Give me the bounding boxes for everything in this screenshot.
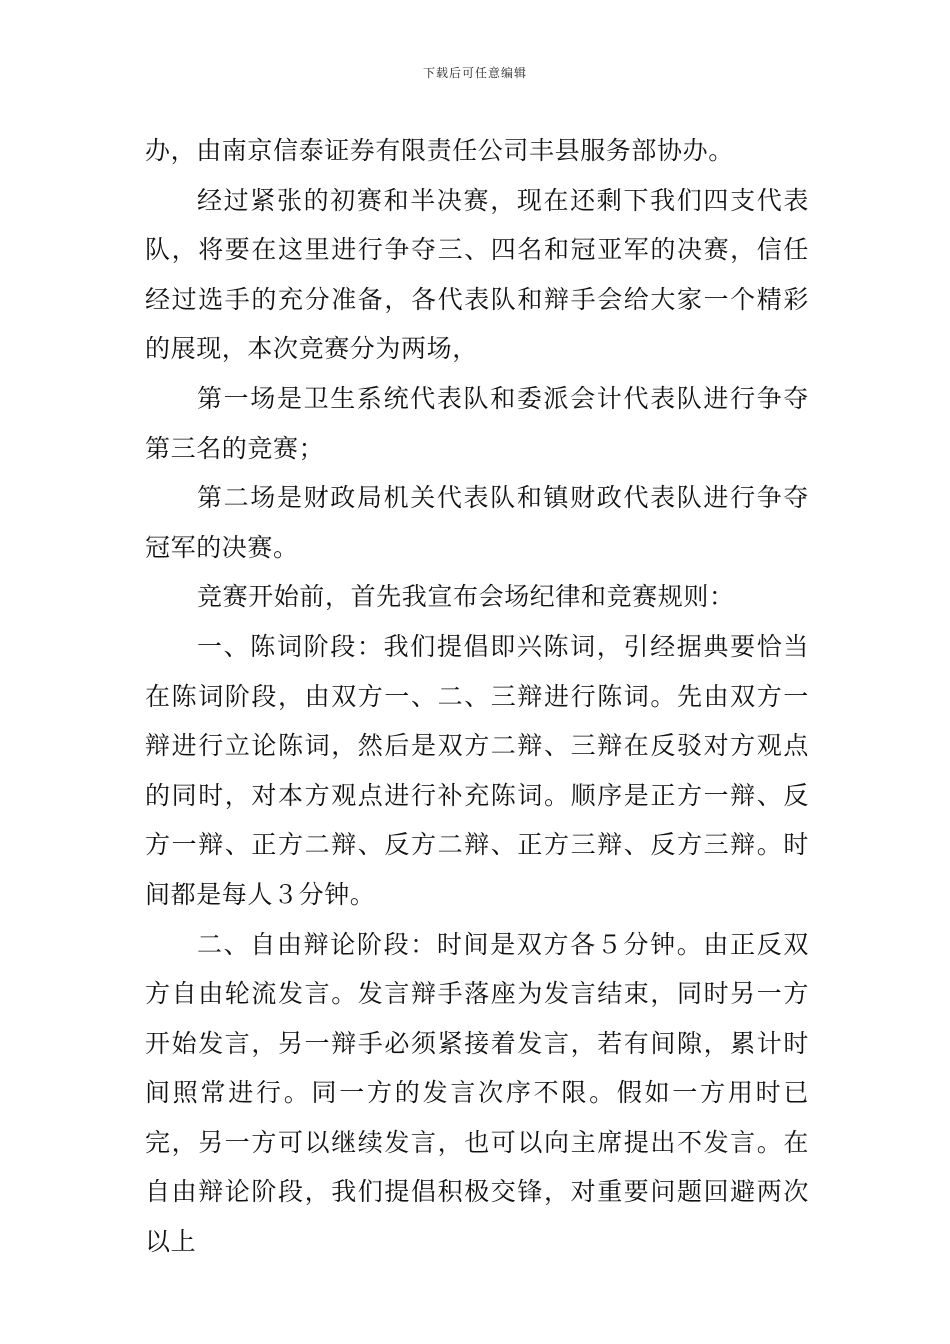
paragraph-first-match: 第一场是卫生系统代表队和委派会计代表队进行争夺第三名的竞赛； (145, 383, 809, 463)
paragraph-free-debate-stage: 二、自由辩论阶段：时间是双方各５分钟。由正反双方自由轮流发言。发言辩手落座为发言结束，同时另一方开始发言，另一辩手必须紧接着发言，若有间隙，累计时间照常进行。同一方的发言次序不限。假如一方用时已完，另一方可以继续发言，也可以向主席提出不发言。在自由辩论阶段，我们提倡积极交锋，对重要问题回避两次以上 (145, 929, 809, 1257)
paragraph-intro: 经过紧张的初赛和半决赛，现在还剩下我们四支代表队，将要在这里进行争夺三、四名和冠亚军的决赛，信任经过选手的充分准备，各代表队和辩手会给大家一个精彩的展现，本次竞赛分为两场， (145, 185, 809, 364)
paragraph-second-match: 第二场是财政局机关代表队和镇财政代表队进行争夺冠军的决赛。 (145, 483, 809, 562)
paragraph-statement-stage: 一、陈词阶段：我们提倡即兴陈词，引经据典要恰当在陈词阶段，由双方一、二、三辩进行陈词。先由双方一辩进行立论陈词，然后是双方二辩、三辩在反驳对方观点的同时，对本方观点进行补充陈词。顺序是正方一辩、反方一辩、正方二辩、反方二辩、正方三辩、反方三辩。时间都是每人３分钟。 (145, 631, 809, 909)
paragraph-rules-intro: 竞赛开始前，首先我宣布会场纪律和竞赛规则： (197, 582, 735, 612)
page-header-note: 下载后可任意编辑 (422, 66, 527, 80)
document-body (145, 126, 809, 1267)
paragraph-continuation: 办，由南京信泰证券有限责任公司丰县服务部协办。 (145, 136, 734, 165)
